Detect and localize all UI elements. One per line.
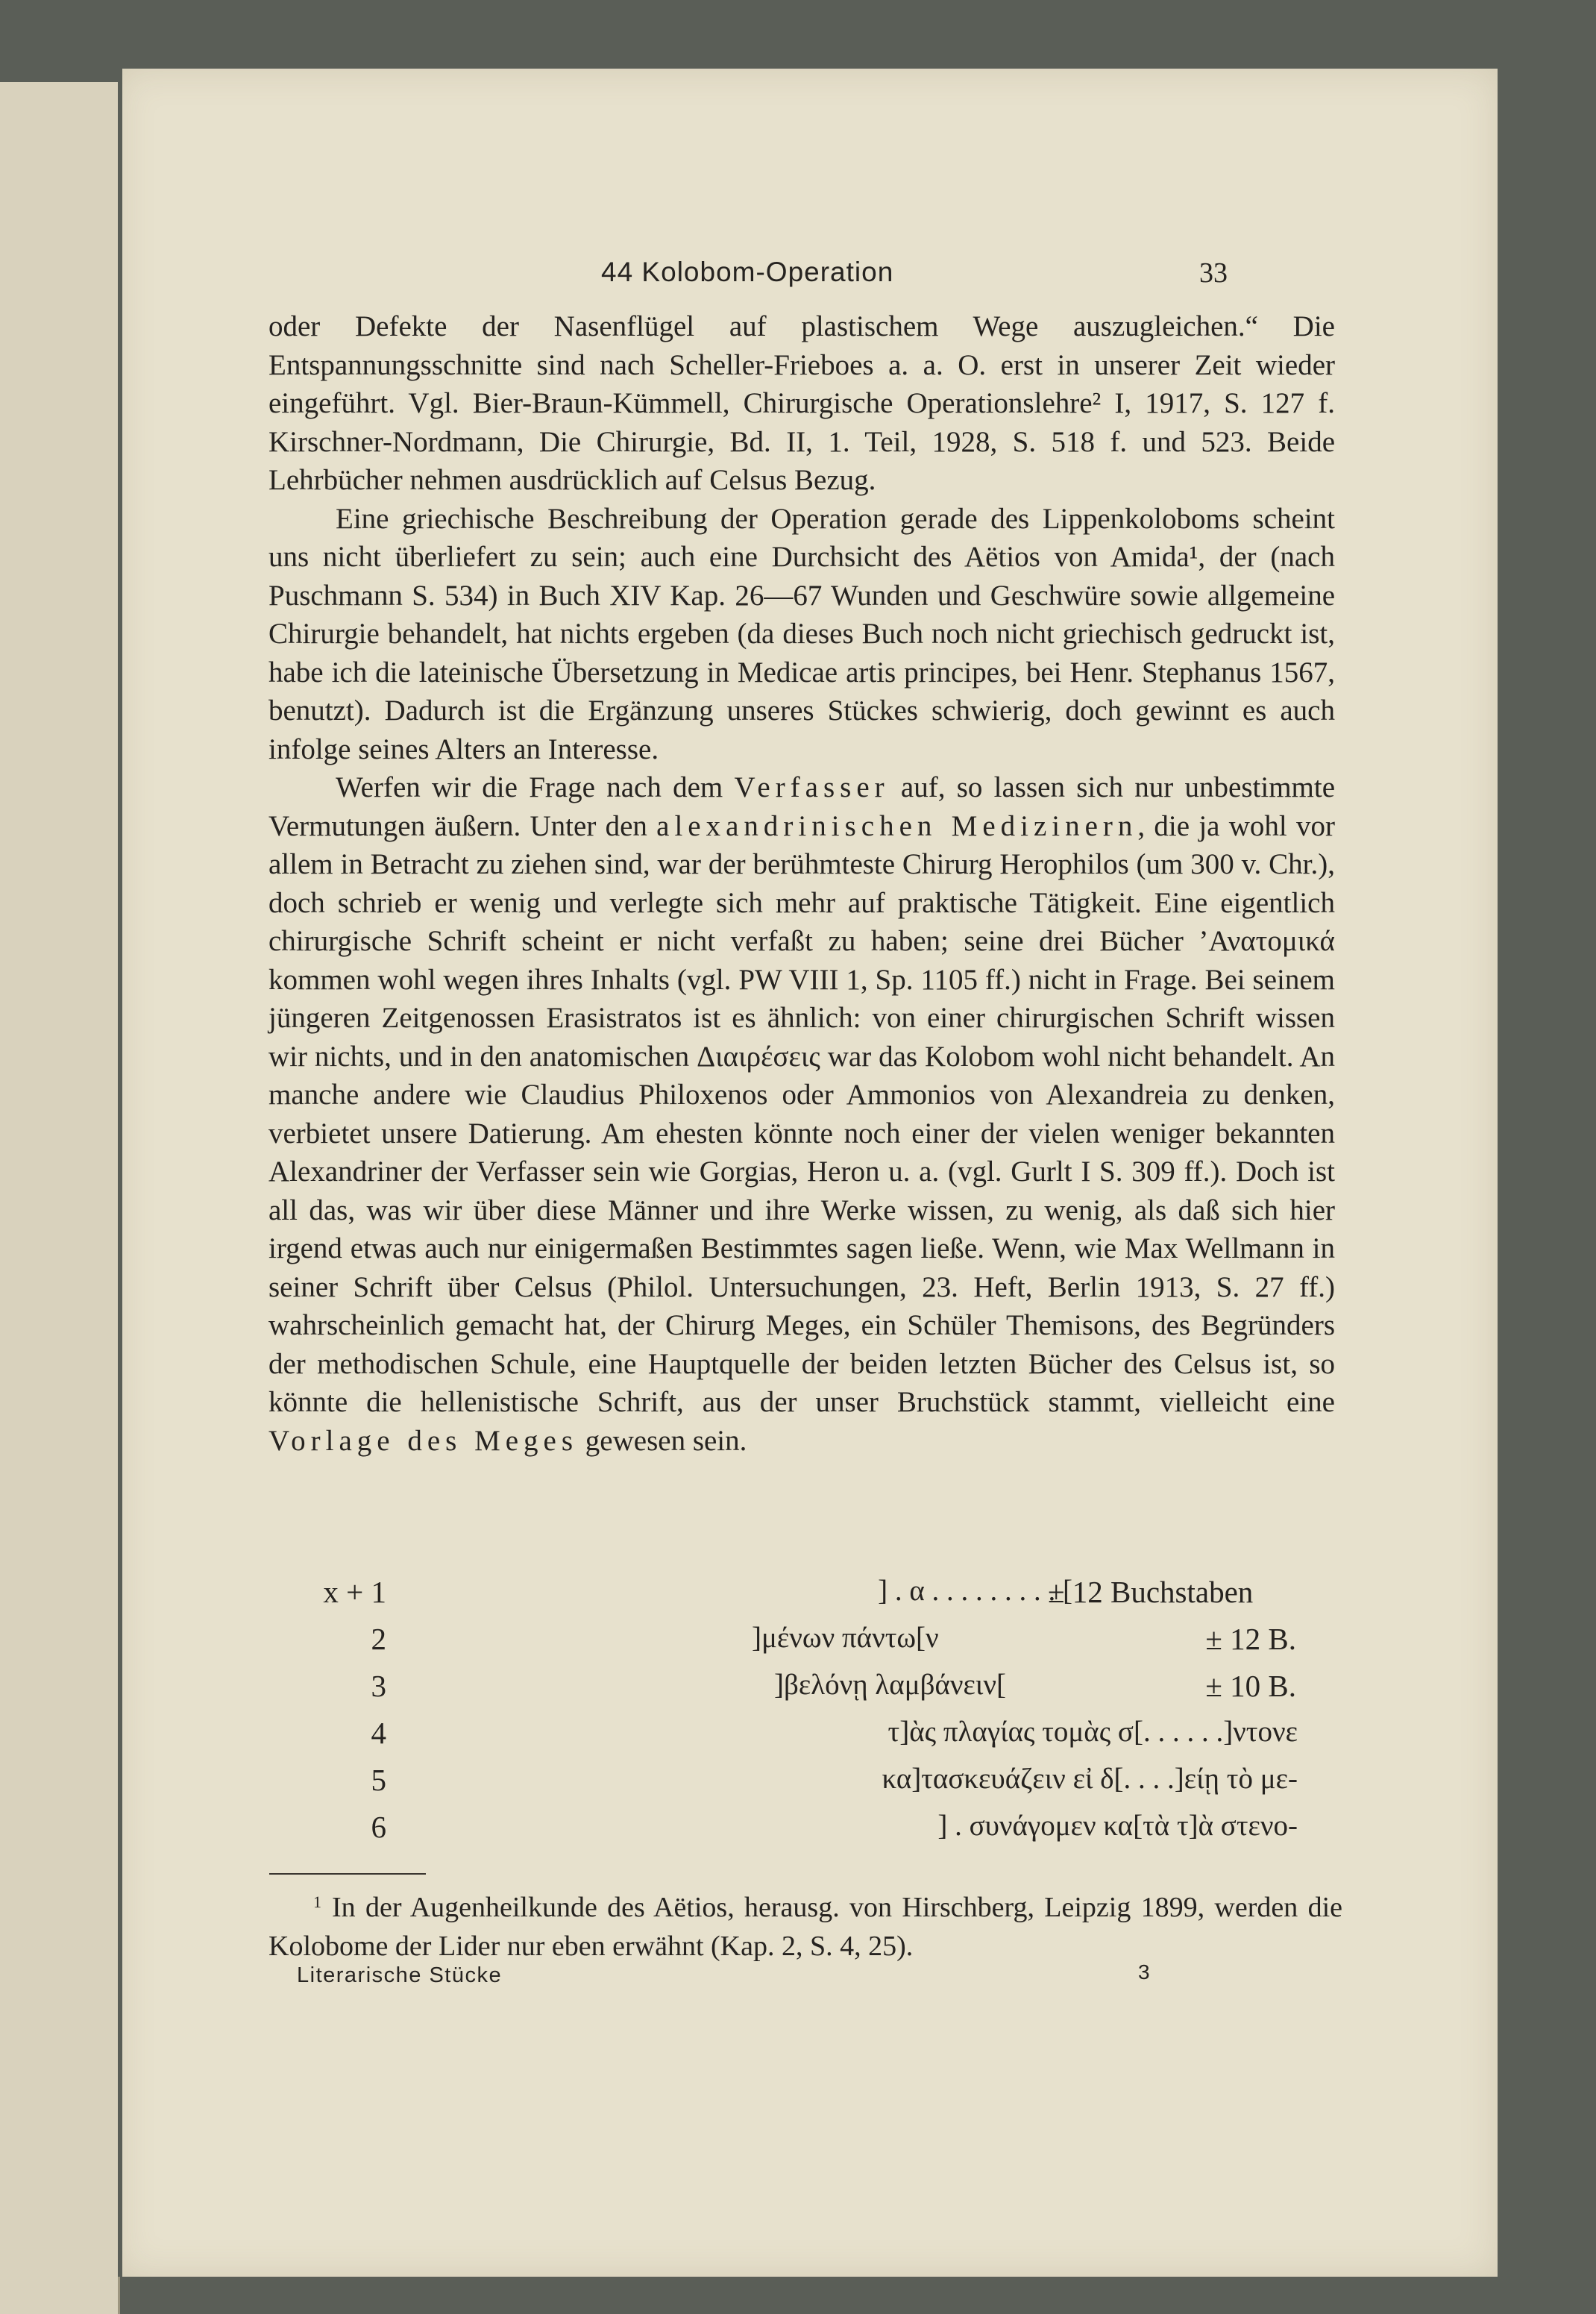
book-page — [118, 69, 1498, 2277]
edition-line — [260, 1809, 1348, 1856]
line-number: 6 — [371, 1810, 386, 1844]
greek-text: ] . α . . . . . . . . . [ — [878, 1575, 1072, 1607]
footnote-marker: 1 — [313, 1893, 321, 1911]
footnote-rule — [269, 1873, 426, 1875]
spaced-term-alexandrinischen: alexandrinischen Medizinern — [656, 809, 1138, 842]
letter-count-note: ± 12 Buchstaben — [1048, 1575, 1254, 1609]
paragraph-3 — [268, 768, 1335, 1460]
footnote — [268, 1883, 1342, 1966]
line-number: 2 — [371, 1622, 386, 1656]
line-number: 4 — [371, 1716, 386, 1750]
running-title: 44 Kolobom-Operation — [601, 257, 894, 287]
greek-text: τ]ὰς πλαγίας τομὰς σ[. . . . . .]ντονε — [887, 1716, 1298, 1748]
edition-line — [260, 1621, 1348, 1668]
spaced-term-vorlage: Vorlage des Meges — [268, 1424, 579, 1457]
edition-line — [260, 1668, 1348, 1715]
signature-number: 3 — [1138, 1960, 1150, 1984]
page-header — [118, 257, 1498, 304]
paragraph-3-part-c: , die ja wohl vor allem in Betracht zu ziehen sind, war der berühmteste Chirurg Herophilos (um 300 v. Chr.), doch schrieb er wenig und verlegte sich mehr auf praktische Tätigkeit. Eine eigentlich chirurgische Schrift scheint er nicht verfaßt zu haben; seine drei Bücher ’Ανατομικά kommen wohl wegen ihres Inhalts (vgl. PW VIII 1, Sp. 1105 ff.) nicht in Frage. Bei seinem jüngeren Zeitgenossen Erasistratos ist es ähnlich: von einer chirurgischen Schrift wissen wir nichts, und in den anatomischen Διαιρέσεις war das Kolobom wohl nicht behandelt. An manche andere wie Claudius Philoxenos oder Ammonios von Alexandreia zu denken, verbietet unsere Datierung. Am ehesten könnte noch einer der vielen weniger bekannten Alexandriner der Verfasser sein wie Gorgias, Heron u. a. (vgl. Gurlt I S. 309 ff.). Doch ist all das, was wir über diese Männer und ihre Werke wissen, zu wenig, als daß sich hier irgend etwas auch nur einigermaßen Bestimmtes sagen ließe. Wenn, wie Max Wellmann in seiner Schrift über Celsus (Philol. Untersuchungen, 23. Heft, Berlin 1913, S. 27 ff.) wahrscheinlich gemacht hat, der Chirurg Meges, ein Schüler Themisons, des Begründers der methodischen Schule, eine Hauptquelle der beiden letzten Bücher des Celsus ist, so könnte die hellenistische Schrift, aus der unser Bruchstück stammt, vielleicht eine — [268, 809, 1336, 1418]
greek-text: ] . συνάγομεν κα[τὰ τ]ὰ στενο- — [937, 1810, 1298, 1842]
paragraph-3-part-a: Werfen wir die Frage nach dem — [336, 771, 723, 803]
line-number: 5 — [371, 1763, 386, 1797]
letter-count-note: ± 12 B. — [1205, 1622, 1296, 1656]
greek-text: ]βελόνῃ λαμβάνειν[ — [774, 1669, 1007, 1701]
body-text — [268, 307, 1335, 1460]
facing-page-edge — [0, 82, 120, 2314]
spaced-term-verfasser: Verfasser — [734, 771, 890, 803]
edition-line — [260, 1574, 1348, 1621]
edition-line — [260, 1715, 1348, 1762]
papyrus-edition — [260, 1574, 1348, 1856]
letter-count-note: ± 10 B. — [1205, 1669, 1296, 1703]
paragraph-2: Eine griechische Beschreibung der Operation gerade des Lippenkoloboms scheint uns nicht überliefert zu sein; auch eine Durchsicht des Aëtios von Amida¹, der (nach Puschmann S. 534) in Buch XIV Kap. 26—67 Wunden und Geschwüre sowie allgemeine Chirurgie behandelt, hat nichts ergeben (da dieses Buch noch nicht griechisch gedruckt ist, habe ich die lateinische Übersetzung in Medicae artis principes, bei Henr. Stephanus 1567, benutzt). Dadurch ist die Ergänzung unseres Stückes schwierig, doch gewinnt es auch infolge seines Alters an Interesse. — [268, 502, 1335, 765]
gutter-shadow — [118, 69, 122, 2277]
edition-line — [260, 1762, 1348, 1809]
paragraph-1: oder Defekte der Nasenflügel auf plastischem Wege auszugleichen.“ Die Entspannungsschnitte sind nach Scheller-Frieboes a. a. O. erst in unserer Zeit wieder eingeführt. Vgl. Bier-Braun-Kümmell, Chirurgische Operationslehre² I, 1917, S. 127 f. Kirschner-Nordmann, Die Chirurgie, Bd. II, 1. Teil, 1928, S. 518 f. und 523. Beide Lehrbücher nehmen ausdrücklich auf Celsus Bezug. — [268, 310, 1335, 496]
greek-text: ]μένων πάντω[ν — [752, 1622, 939, 1654]
page-number: 33 — [1199, 257, 1228, 289]
line-number: x + 1 — [323, 1575, 386, 1609]
printer-signature: Literarische Stücke — [297, 1963, 503, 1987]
paragraph-3-part-b: auf, so lassen sich nur unbestimmte Vermutungen äußern. Unter den — [268, 771, 1336, 842]
footnote-text: In der Augenheilkunde des Aëtios, herausg. von Hirschberg, Leipzig 1899, werden die Kolobome der Lider nur eben erwähnt (Kap. 2, S. 4, 25). — [268, 1892, 1342, 1962]
line-number: 3 — [371, 1669, 386, 1703]
greek-text: κα]τασκευάζειν εἰ δ[. . . .]είῃ τὸ με- — [882, 1763, 1298, 1795]
paragraph-3-part-d: gewesen sein. — [585, 1424, 747, 1457]
